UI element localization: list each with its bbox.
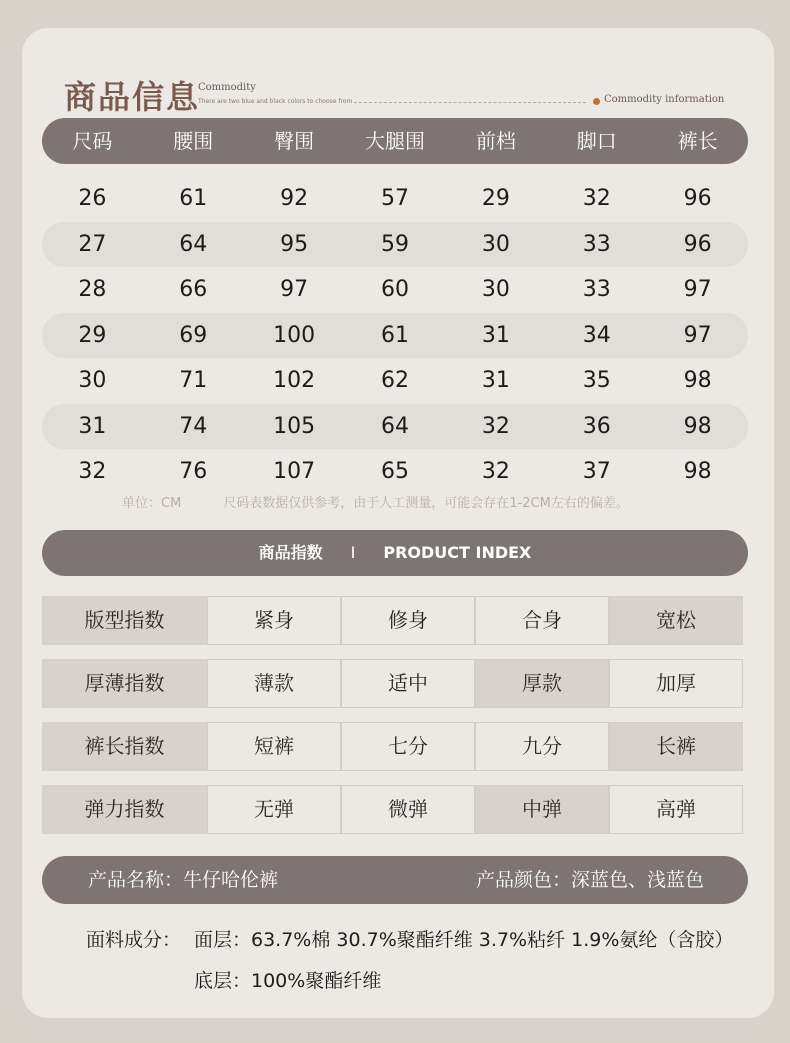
table-cell: 98 [683,413,712,439]
table-cell: 31 [481,368,510,393]
index-option-selected: 中弹 [475,785,609,834]
index-option: 高弹 [609,785,743,834]
table-cell: 57 [381,186,409,211]
index-option: 薄款 [207,659,341,708]
table-row [42,313,748,359]
table-cell: 97 [280,277,309,302]
product-colors: 产品颜色：深蓝色、浅蓝色 [475,869,704,891]
size-table-body [42,176,748,495]
column-header: 臀围 [274,129,315,153]
table-cell: 100 [273,322,316,348]
table-cell: 60 [381,277,409,302]
index-separator: I [350,543,356,562]
table-cell: 28 [78,277,107,302]
index-row-label: 厚薄指数 [42,659,207,708]
product-index-header [42,530,748,576]
index-option-selected: 厚款 [475,659,609,708]
table-cell: 36 [582,413,611,439]
index-option: 加厚 [609,659,743,708]
table-cell: 34 [582,322,611,348]
table-cell: 31 [78,413,107,439]
section-subtitle-small: There are two blue and black colors to choose from [198,98,353,105]
table-cell: 62 [381,368,409,393]
table-cell: 97 [683,322,712,348]
table-cell: 27 [78,231,107,257]
table-cell: 97 [683,277,712,302]
unit-note: 单位：CM [122,496,182,511]
index-option: 合身 [475,596,609,645]
table-row [42,358,748,404]
index-title-en: PRODUCT INDEX [383,543,532,562]
index-option: 短裤 [207,722,341,771]
table-cell: 26 [78,186,107,211]
index-row-length [42,722,747,771]
table-cell: 76 [179,459,208,484]
section-subtitle-en: Commodity [198,82,256,93]
index-title-cn: 商品指数 [258,543,323,562]
measure-note: 尺码表数据仅供参考，由于人工测量，可能会存在1-2CM左右的偏差。 [223,496,629,511]
index-row-label: 裤长指数 [42,722,207,771]
table-cell: 29 [78,322,107,348]
index-option-selected: 宽松 [609,596,743,645]
product-name: 产品名称：牛仔哈伦裤 [88,869,279,891]
index-option: 九分 [475,722,609,771]
table-row [42,267,748,313]
size-table-header [42,118,748,164]
size-note [122,492,671,511]
table-cell: 32 [78,459,107,484]
index-row-label: 弹力指数 [42,785,207,834]
product-info-bar [42,856,748,904]
table-cell: 66 [179,277,208,302]
section-right-label: Commodity information [604,94,725,105]
column-header: 脚口 [576,129,617,153]
index-option: 紧身 [207,596,341,645]
table-cell: 64 [179,231,208,257]
table-cell: 37 [582,459,611,484]
column-header: 腰围 [173,129,214,153]
section-title: 商品信息 [64,78,201,116]
fabric-outer: 面层：63.7%棉 30.7%聚酯纤维 3.7%粘纤 1.9%氨纶（含胶） [194,929,734,951]
table-cell: 96 [683,231,712,257]
table-cell: 64 [381,413,409,439]
index-option: 无弹 [207,785,341,834]
table-cell: 92 [280,186,309,211]
column-header: 尺码 [72,129,113,153]
index-option: 七分 [341,722,475,771]
table-cell: 102 [273,368,316,393]
table-cell: 107 [273,459,316,484]
table-cell: 33 [582,277,611,302]
column-header: 裤长 [677,129,718,153]
index-option-selected: 长裤 [609,722,743,771]
table-cell: 30 [78,368,107,393]
table-cell: 29 [481,186,510,211]
index-row-thickness [42,659,747,708]
table-row [42,449,748,495]
index-row-stretch [42,785,747,834]
column-header: 前档 [475,129,516,153]
table-cell: 30 [481,277,510,302]
dashed-divider [354,102,586,103]
table-cell: 35 [582,368,611,393]
table-cell: 65 [381,459,409,484]
table-row [42,176,748,222]
table-cell: 30 [481,231,510,257]
table-cell: 32 [582,186,611,211]
table-cell: 32 [481,413,510,439]
table-cell: 98 [683,368,712,393]
table-cell: 61 [179,186,208,211]
index-row-label: 版型指数 [42,596,207,645]
dot-icon [593,98,600,105]
section-header [64,72,734,116]
table-cell: 32 [481,459,510,484]
index-row-fit [42,596,747,645]
table-cell: 31 [481,322,510,348]
index-option: 微弹 [341,785,475,834]
table-cell: 105 [273,413,316,439]
table-cell: 33 [582,231,611,257]
table-row [42,222,748,268]
column-header: 大腿围 [365,129,425,153]
table-cell: 71 [179,368,208,393]
table-cell: 59 [381,231,409,257]
fabric-label: 面料成分： [86,929,182,951]
table-cell: 61 [381,322,409,348]
fabric-inner: 底层：100%聚酯纤维 [194,970,382,992]
table-row [42,404,748,450]
table-cell: 95 [280,231,309,257]
table-cell: 96 [683,186,712,211]
table-cell: 69 [179,322,208,348]
index-option: 适中 [341,659,475,708]
index-option: 修身 [341,596,475,645]
table-cell: 98 [683,459,712,484]
table-cell: 74 [179,413,208,439]
